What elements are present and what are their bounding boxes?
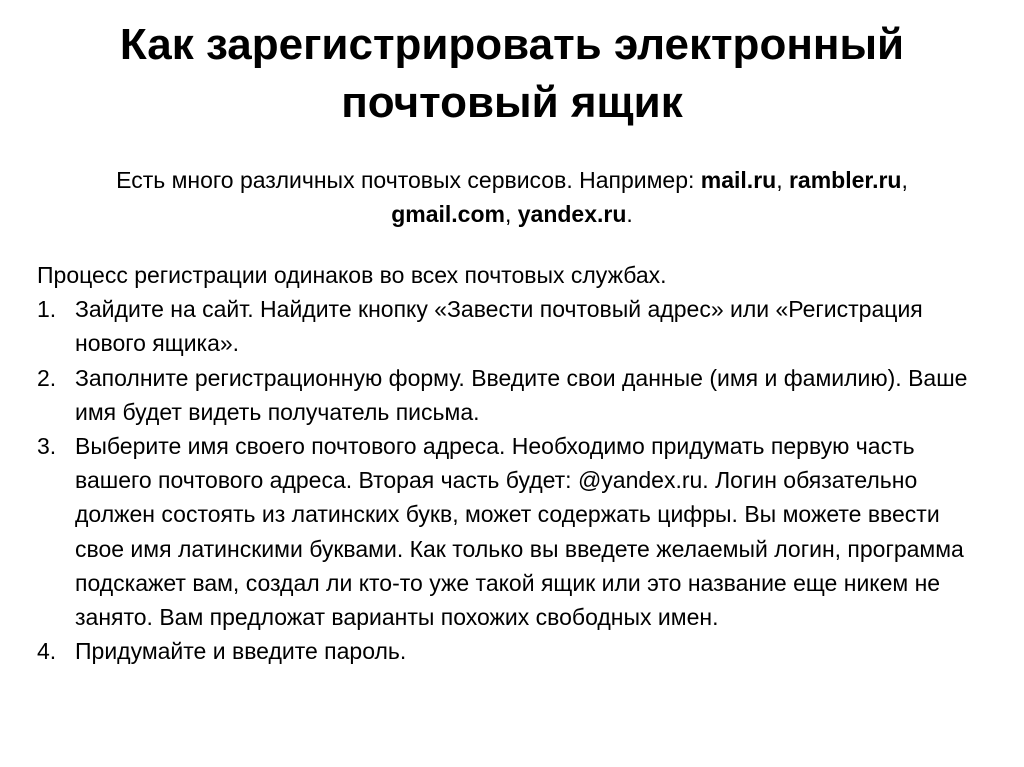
step-text: Зайдите на сайт. Найдите кнопку «Завести почтовый адрес» или «Регистрация нового ящика». <box>75 296 923 357</box>
separator: , <box>901 167 908 193</box>
separator: , <box>504 201 518 227</box>
intro-end: . <box>626 201 633 227</box>
service-rambler-ru: rambler.ru <box>788 167 902 193</box>
step-text: Придумайте и введите пароль. <box>75 638 407 665</box>
step-number: 2. <box>37 364 57 391</box>
separator: , <box>776 167 789 193</box>
intro-paragraph <box>40 163 984 231</box>
step-number: 3. <box>37 433 57 460</box>
instructions <box>37 258 987 668</box>
intro-text: Есть много различных почтовых сервисов. Например: <box>116 167 701 193</box>
step-item <box>37 292 987 360</box>
step-text: Заполните регистрационную форму. Введите свои данные (имя и фамилию). Ваше имя будет видеть получатель письма. <box>75 364 968 425</box>
step-item <box>37 634 987 668</box>
lead-text: Процесс регистрации одинаков во всех почтовых службах. <box>37 262 667 288</box>
service-mail-ru: mail.ru <box>700 167 777 193</box>
steps-list <box>37 292 987 668</box>
step-item <box>37 361 987 429</box>
step-number: 4. <box>37 638 57 665</box>
slide-title: Как зарегистрировать электронный почтовый ящик <box>119 20 905 127</box>
step-item <box>37 429 987 634</box>
step-text: Выберите имя своего почтового адреса. Необходимо придумать первую часть вашего почтового адреса. Вторая часть будет: @yandex.ru. Логин обязательно должен состоять из латинских букв, может содержать цифры. Вы можете ввести свое имя латинскими буквами. Как только вы введете желаемый логин, программа подскажет вам, создал ли кто-то уже такой ящик или это название еще никем не занято. Вам предложат варианты похожих свободных имен. <box>75 433 964 631</box>
step-number: 1. <box>37 296 57 323</box>
service-yandex-ru: yandex.ru <box>517 201 627 227</box>
service-gmail-com: gmail.com <box>391 201 505 227</box>
